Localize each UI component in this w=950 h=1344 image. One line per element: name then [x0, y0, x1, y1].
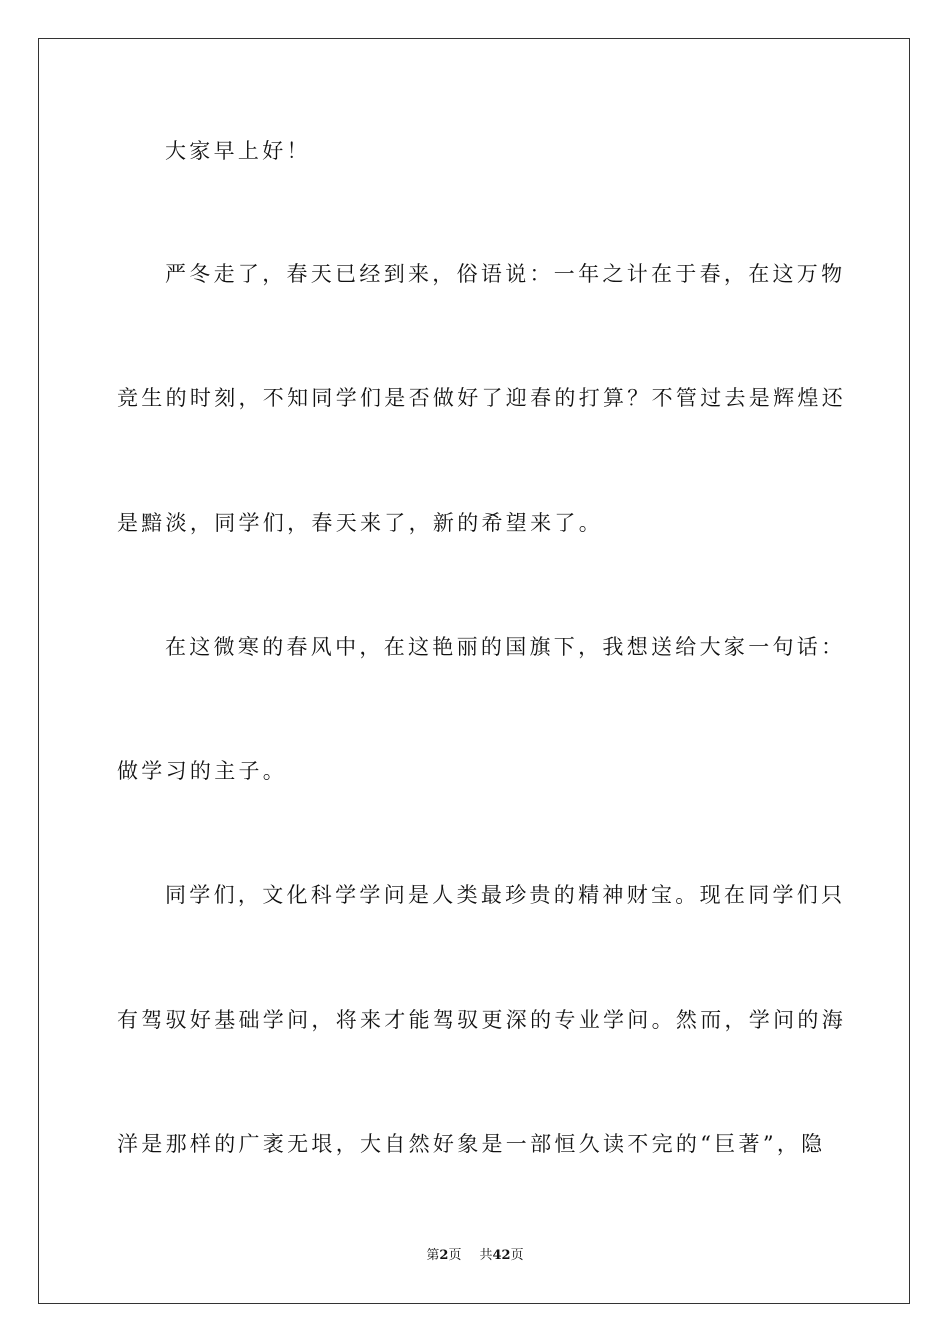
paragraph-1-line-3: 是黯淡，同学们，春天来了，新的希望来了。: [117, 511, 603, 535]
paragraph-3-line-1: 同学们，文化科学学问是人类最珍贵的精神财宝。现在同学们只: [165, 883, 846, 907]
paragraph-1-line-2: 竞生的时刻，不知同学们是否做好了迎春的打算？不管过去是辉煌还: [117, 386, 846, 410]
paragraph-3-line-2: 有驾驭好基础学问，将来才能驾驭更深的专业学问。然而，学问的海: [117, 1008, 846, 1032]
total-label-suffix: 页: [510, 1248, 524, 1263]
paragraph-1-line-1: 严冬走了，春天已经到来，俗语说：一年之计在于春，在这万物: [165, 262, 846, 286]
paragraph-greeting: 大家早上好！: [165, 139, 311, 163]
page-footer: [0, 1244, 950, 1263]
paragraph-2-line-2: 做学习的主子。: [117, 759, 288, 783]
total-pages: 42: [492, 1248, 511, 1263]
page-label-prefix: 第: [426, 1248, 440, 1263]
page-label-suffix: 页: [448, 1248, 462, 1263]
paragraph-3-line-3: 洋是那样的广袤无垠，大自然好象是一部恒久读不完的“巨著”，隐: [117, 1132, 826, 1156]
total-label-prefix: 共: [479, 1248, 493, 1263]
page-frame: [38, 38, 910, 1304]
page-number: 2: [439, 1248, 449, 1263]
paragraph-2-line-1: 在这微寒的春风中，在这艳丽的国旗下，我想送给大家一句话：: [165, 635, 846, 659]
